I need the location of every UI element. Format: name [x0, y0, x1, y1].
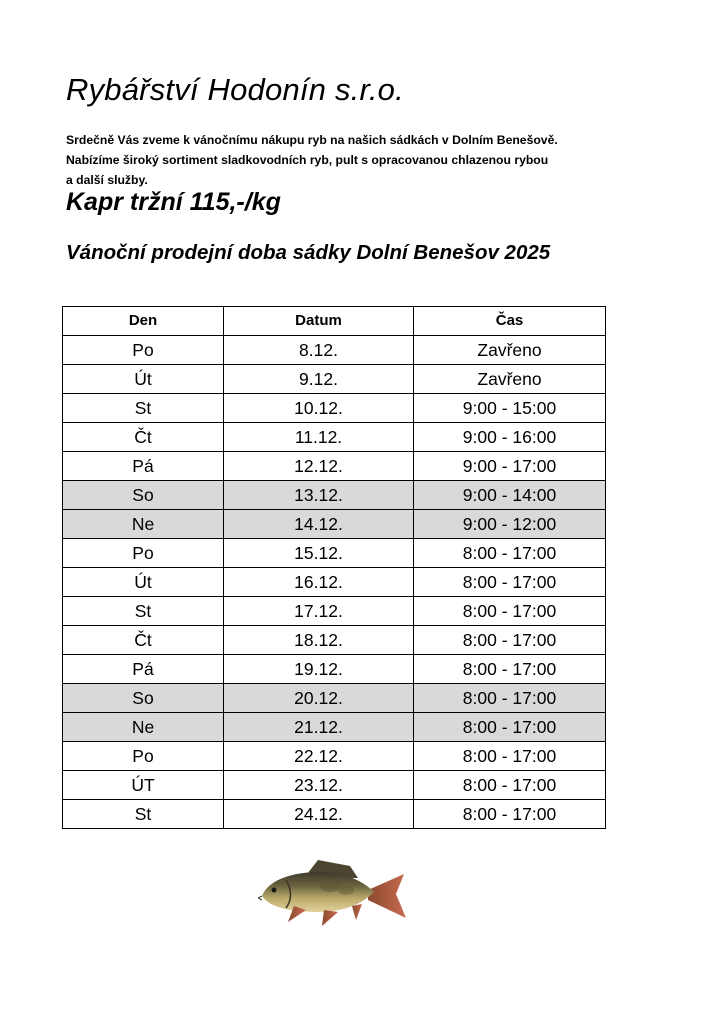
- cell-cas: 8:00 - 17:00: [414, 568, 606, 597]
- table-row: [63, 655, 606, 684]
- table-row: [63, 771, 606, 800]
- cell-den: Po: [63, 742, 224, 771]
- cell-datum: 10.12.: [224, 394, 414, 423]
- cell-den: Út: [63, 365, 224, 394]
- table-row: [63, 394, 606, 423]
- header-cas: Čas: [414, 307, 606, 336]
- table-row: [63, 365, 606, 394]
- cell-den: Ne: [63, 713, 224, 742]
- cell-cas: 8:00 - 17:00: [414, 539, 606, 568]
- intro-line: Srdečně Vás zveme k vánočnímu nákupu ryb na našich sádkách v Dolním Benešově.: [66, 133, 558, 147]
- cell-cas: Zavřeno: [414, 336, 606, 365]
- cell-cas: 9:00 - 15:00: [414, 394, 606, 423]
- cell-datum: 14.12.: [224, 510, 414, 539]
- cell-den: St: [63, 394, 224, 423]
- cell-datum: 13.12.: [224, 481, 414, 510]
- schedule-title: Vánoční prodejní doba sádky Dolní Benešov 2025: [66, 241, 551, 264]
- table-row: [63, 336, 606, 365]
- table-row: [63, 626, 606, 655]
- cell-datum: 11.12.: [224, 423, 414, 452]
- schedule-table: [62, 306, 606, 829]
- cell-cas: 8:00 - 17:00: [414, 713, 606, 742]
- cell-datum: 8.12.: [224, 336, 414, 365]
- cell-cas: Zavřeno: [414, 365, 606, 394]
- header-datum: Datum: [224, 307, 414, 336]
- cell-cas: 9:00 - 17:00: [414, 452, 606, 481]
- cell-datum: 16.12.: [224, 568, 414, 597]
- cell-datum: 17.12.: [224, 597, 414, 626]
- intro-line: a další služby.: [66, 173, 148, 187]
- cell-datum: 24.12.: [224, 800, 414, 829]
- table-row: [63, 597, 606, 626]
- schedule-body: [63, 336, 606, 829]
- cell-den: St: [63, 597, 224, 626]
- table-row: [63, 568, 606, 597]
- cell-cas: 9:00 - 14:00: [414, 481, 606, 510]
- cell-den: Čt: [63, 626, 224, 655]
- cell-datum: 9.12.: [224, 365, 414, 394]
- table-row: [63, 510, 606, 539]
- cell-datum: 18.12.: [224, 626, 414, 655]
- table-row: [63, 539, 606, 568]
- cell-cas: 8:00 - 17:00: [414, 597, 606, 626]
- cell-den: Pá: [63, 655, 224, 684]
- cell-cas: 8:00 - 17:00: [414, 742, 606, 771]
- cell-den: Ne: [63, 510, 224, 539]
- table-row: [63, 423, 606, 452]
- header-den: Den: [63, 307, 224, 336]
- carp-price: Kapr tržní 115,-/kg: [66, 188, 281, 216]
- cell-cas: 9:00 - 12:00: [414, 510, 606, 539]
- intro-text: [66, 130, 626, 190]
- cell-den: So: [63, 481, 224, 510]
- table-row: [63, 742, 606, 771]
- cell-cas: 8:00 - 17:00: [414, 771, 606, 800]
- cell-den: Út: [63, 568, 224, 597]
- cell-datum: 19.12.: [224, 655, 414, 684]
- company-name: Rybářství Hodonín s.r.o.: [66, 72, 404, 107]
- cell-den: ÚT: [63, 771, 224, 800]
- cell-datum: 22.12.: [224, 742, 414, 771]
- cell-datum: 15.12.: [224, 539, 414, 568]
- cell-datum: 20.12.: [224, 684, 414, 713]
- table-row: [63, 800, 606, 829]
- table-row: [63, 481, 606, 510]
- table-row: [63, 713, 606, 742]
- cell-den: Po: [63, 539, 224, 568]
- cell-cas: 8:00 - 17:00: [414, 684, 606, 713]
- header-row: [63, 307, 606, 336]
- cell-datum: 21.12.: [224, 713, 414, 742]
- cell-datum: 12.12.: [224, 452, 414, 481]
- cell-cas: 8:00 - 17:00: [414, 626, 606, 655]
- table-row: [63, 684, 606, 713]
- cell-cas: 8:00 - 17:00: [414, 800, 606, 829]
- cell-cas: 8:00 - 17:00: [414, 655, 606, 684]
- intro-line: Nabízíme široký sortiment sladkovodních ryb, pult s opracovanou chlazenou rybou: [66, 153, 549, 167]
- cell-den: Po: [63, 336, 224, 365]
- cell-datum: 23.12.: [224, 771, 414, 800]
- cell-den: Pá: [63, 452, 224, 481]
- carp-fish-icon: [258, 856, 408, 928]
- table-row: [63, 452, 606, 481]
- cell-den: St: [63, 800, 224, 829]
- cell-den: Čt: [63, 423, 224, 452]
- cell-den: So: [63, 684, 224, 713]
- cell-cas: 9:00 - 16:00: [414, 423, 606, 452]
